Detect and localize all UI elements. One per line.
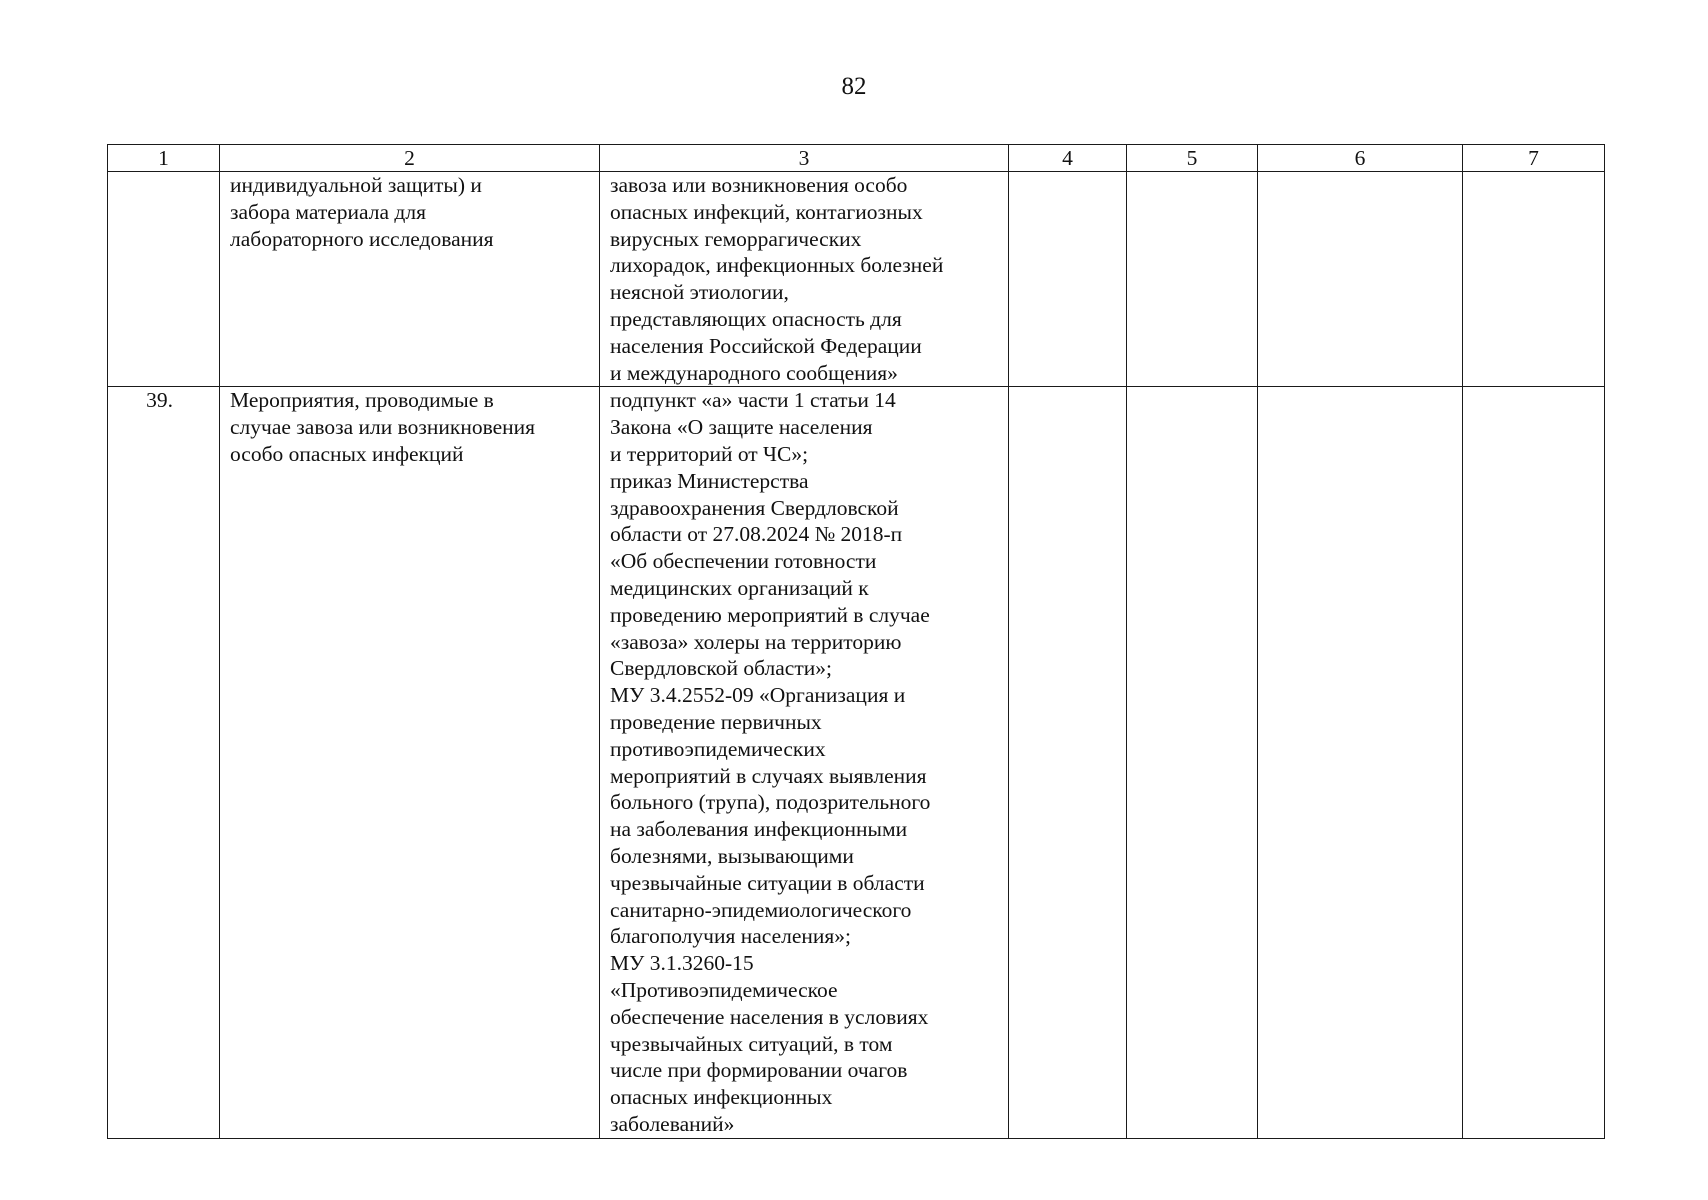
legal-basis-cell [600, 172, 1009, 387]
legal-basis-line: Свердловской области»; [610, 656, 832, 681]
column-header-4: 4 [1009, 145, 1127, 172]
legal-basis-line: числе при формировании очагов [610, 1058, 908, 1083]
activity-cell [220, 172, 600, 387]
legal-basis-line: болезнями, вызывающими [610, 843, 854, 868]
column-4-cell [1009, 387, 1127, 1139]
legal-basis-cell [600, 387, 1009, 1139]
legal-basis-line: на заболевания инфекционными [610, 817, 908, 842]
activity-line: особо опасных инфекций [230, 441, 464, 466]
legal-basis-line: представляющих опасность для [610, 306, 902, 331]
column-header-3: 3 [600, 145, 1009, 172]
column-header-6: 6 [1258, 145, 1463, 172]
row-number-cell [108, 172, 220, 387]
document-table [107, 144, 1605, 1139]
page-number: 82 [841, 73, 867, 100]
column-6-cell [1258, 387, 1463, 1139]
legal-basis-line: «Об обеспечении готовности [610, 549, 877, 574]
legal-basis-line: лихорадок, инфекционных болезней [610, 253, 944, 278]
row-number-cell: 39. [108, 387, 220, 1139]
legal-basis-line: завоза или возникновения особо [610, 173, 908, 197]
legal-basis-line: чрезвычайные ситуации в области [610, 870, 925, 895]
table-row [108, 172, 1605, 387]
column-5-cell [1127, 387, 1258, 1139]
activity-cell [220, 387, 600, 1139]
column-header-7: 7 [1463, 145, 1605, 172]
legal-basis-line: подпункт «а» части 1 статьи 14 [610, 388, 896, 413]
column-4-cell [1009, 172, 1127, 387]
column-6-cell [1258, 172, 1463, 387]
legal-basis-line: «завоза» холеры на территорию [610, 629, 902, 654]
activity-line: индивидуальной защиты) и [230, 173, 482, 197]
legal-basis-line: проведению мероприятий в случае [610, 602, 930, 627]
legal-basis-line: опасных инфекций, контагиозных [610, 199, 923, 224]
activity-line: лабораторного исследования [230, 226, 494, 251]
legal-basis-line: Закона «О защите населения [610, 415, 873, 440]
column-header-2: 2 [220, 145, 600, 172]
legal-basis-line: населения Российской Федерации [610, 333, 922, 358]
legal-basis-line: и международного сообщения» [610, 360, 898, 385]
legal-basis-line: вирусных геморрагических [610, 226, 862, 251]
legal-basis-line: медицинских организаций к [610, 575, 869, 600]
legal-basis-line: противоэпидемических [610, 736, 826, 761]
legal-basis-line: МУ 3.1.3260-15 [610, 951, 754, 976]
table-header-row [108, 145, 1605, 172]
column-header-1: 1 [108, 145, 220, 172]
legal-basis-line: здравоохранения Свердловской [610, 495, 899, 520]
legal-basis-line: приказ Министерства [610, 468, 809, 493]
column-7-cell [1463, 387, 1605, 1139]
legal-basis-line: мероприятий в случаях выявления [610, 763, 927, 788]
column-header-5: 5 [1127, 145, 1258, 172]
legal-basis-line: «Противоэпидемическое [610, 977, 838, 1002]
legal-basis-line: заболеваний» [610, 1111, 735, 1136]
legal-basis-line: благополучия населения»; [610, 924, 852, 949]
legal-basis-line: санитарно-эпидемиологического [610, 897, 912, 922]
activity-line: Мероприятия, проводимые в [230, 388, 494, 413]
legal-basis-line: проведение первичных [610, 709, 822, 734]
legal-basis-line: чрезвычайных ситуаций, в том [610, 1031, 893, 1056]
legal-basis-line: области от 27.08.2024 № 2018-п [610, 522, 903, 547]
legal-basis-line: опасных инфекционных [610, 1085, 833, 1110]
column-7-cell [1463, 172, 1605, 387]
activity-line: забора материала для [230, 199, 426, 224]
legal-basis-line: и территорий от ЧС»; [610, 441, 809, 466]
table-row [108, 387, 1605, 1139]
column-5-cell [1127, 172, 1258, 387]
legal-basis-line: больного (трупа), подозрительного [610, 790, 931, 815]
legal-basis-line: неясной этиологии, [610, 280, 789, 305]
activity-line: случае завоза или возникновения [230, 415, 536, 440]
legal-basis-line: обеспечение населения в условиях [610, 1004, 929, 1029]
legal-basis-line: МУ 3.4.2552-09 «Организация и [610, 683, 906, 708]
